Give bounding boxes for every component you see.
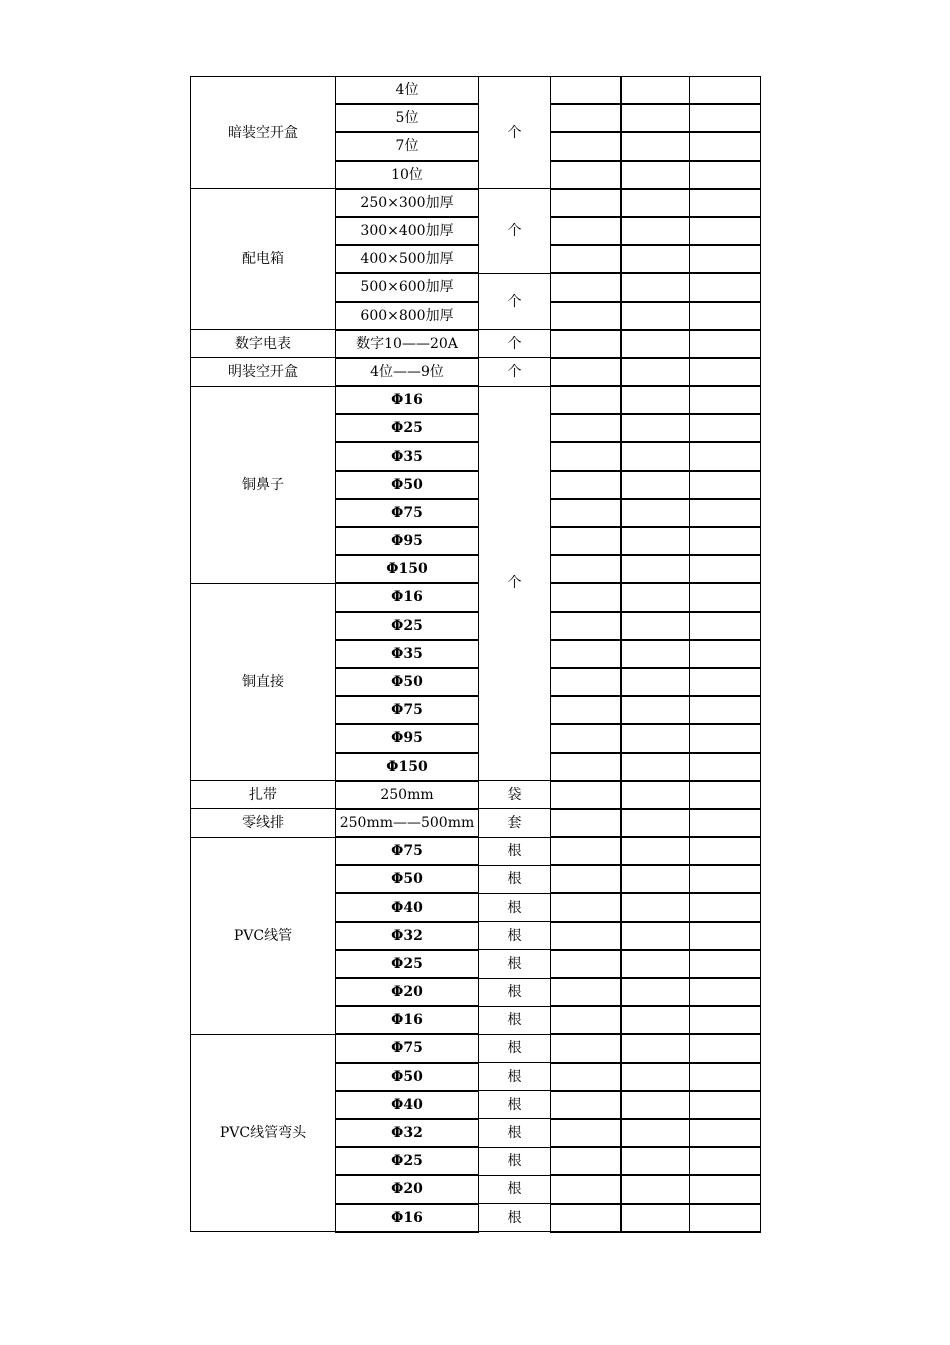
unit-cell: 根 [479, 1034, 551, 1062]
qty-cell[interactable] [551, 668, 621, 696]
qty-cell[interactable] [551, 499, 621, 527]
qty-cell[interactable] [551, 1147, 621, 1175]
amount-cell[interactable] [690, 1034, 761, 1062]
qty-cell[interactable] [551, 612, 621, 640]
amount-cell[interactable] [690, 1204, 761, 1232]
qty-cell[interactable] [551, 104, 621, 132]
price-cell[interactable] [621, 1119, 690, 1147]
table-row [191, 358, 761, 386]
amount-cell[interactable] [690, 950, 761, 978]
amount-cell[interactable] [690, 414, 761, 442]
spec-cell: Φ75 [336, 837, 479, 865]
qty-cell[interactable] [551, 1175, 621, 1203]
spec-cell: Φ25 [336, 612, 479, 640]
qty-cell[interactable] [551, 809, 621, 837]
spec-cell: 600×800加厚 [336, 302, 479, 330]
unit-cell: 根 [479, 1063, 551, 1091]
qty-cell[interactable] [551, 217, 621, 245]
qty-cell[interactable] [551, 273, 621, 301]
spec-cell: Φ150 [336, 753, 479, 781]
spec-cell: Φ16 [336, 1006, 479, 1034]
amount-cell[interactable] [690, 555, 761, 583]
spec-cell: 10位 [336, 161, 479, 189]
spec-cell: Φ40 [336, 1091, 479, 1119]
qty-cell[interactable] [551, 1091, 621, 1119]
unit-cell: 个 [479, 386, 551, 781]
spec-cell: Φ16 [336, 583, 479, 611]
spec-cell: Φ32 [336, 1119, 479, 1147]
price-cell[interactable] [621, 753, 690, 781]
amount-cell[interactable] [690, 809, 761, 837]
amount-cell[interactable] [690, 442, 761, 470]
qty-cell[interactable] [551, 1119, 621, 1147]
amount-cell[interactable] [690, 837, 761, 865]
price-cell[interactable] [621, 781, 690, 809]
price-cell[interactable] [621, 273, 690, 301]
amount-cell[interactable] [690, 1147, 761, 1175]
spec-cell: Φ20 [336, 978, 479, 1006]
spec-cell: 250mm [336, 781, 479, 809]
qty-cell[interactable] [551, 922, 621, 950]
unit-cell: 根 [479, 1147, 551, 1175]
table-row [191, 189, 761, 217]
amount-cell[interactable] [690, 1175, 761, 1203]
unit-cell: 根 [479, 893, 551, 921]
qty-cell[interactable] [551, 245, 621, 273]
item-name-cell: 配电箱 [191, 189, 336, 330]
unit-cell: 根 [479, 1091, 551, 1119]
spec-cell: Φ16 [336, 1204, 479, 1232]
spec-cell: 数字10——20A [336, 330, 479, 358]
unit-cell: 根 [479, 837, 551, 865]
amount-cell[interactable] [690, 77, 761, 105]
table-row [191, 781, 761, 809]
spec-cell: Φ35 [336, 442, 479, 470]
spec-cell: Φ95 [336, 724, 479, 752]
amount-cell[interactable] [690, 161, 761, 189]
unit-cell: 根 [479, 1204, 551, 1232]
amount-cell[interactable] [690, 583, 761, 611]
spec-cell: Φ150 [336, 555, 479, 583]
spec-cell: Φ50 [336, 1063, 479, 1091]
amount-cell[interactable] [690, 499, 761, 527]
amount-cell[interactable] [690, 668, 761, 696]
price-cell[interactable] [621, 555, 690, 583]
unit-cell: 根 [479, 950, 551, 978]
spec-cell: Φ16 [336, 386, 479, 414]
qty-cell[interactable] [551, 189, 621, 217]
qty-cell[interactable] [551, 161, 621, 189]
spec-cell: Φ32 [336, 922, 479, 950]
amount-cell[interactable] [690, 893, 761, 921]
spec-cell: Φ25 [336, 950, 479, 978]
unit-cell: 个 [479, 273, 551, 329]
spec-cell: 250mm——500mm [336, 809, 479, 837]
price-cell[interactable] [621, 978, 690, 1006]
spec-cell: Φ75 [336, 696, 479, 724]
spec-cell: Φ25 [336, 1147, 479, 1175]
price-cell[interactable] [621, 132, 690, 160]
qty-cell[interactable] [551, 865, 621, 893]
amount-cell[interactable] [690, 527, 761, 555]
price-cell[interactable] [621, 471, 690, 499]
spec-cell: Φ50 [336, 471, 479, 499]
item-name-cell: 数字电表 [191, 330, 336, 358]
qty-cell[interactable] [551, 442, 621, 470]
unit-cell: 根 [479, 922, 551, 950]
qty-cell[interactable] [551, 950, 621, 978]
price-cell[interactable] [621, 724, 690, 752]
amount-cell[interactable] [690, 302, 761, 330]
price-cell[interactable] [621, 668, 690, 696]
price-cell[interactable] [621, 330, 690, 358]
amount-cell[interactable] [690, 330, 761, 358]
spec-cell: Φ35 [336, 640, 479, 668]
amount-cell[interactable] [690, 1091, 761, 1119]
price-cell[interactable] [621, 527, 690, 555]
table-row [191, 77, 761, 105]
spec-cell: Φ40 [336, 893, 479, 921]
unit-cell: 根 [479, 978, 551, 1006]
qty-cell[interactable] [551, 471, 621, 499]
unit-cell: 个 [479, 358, 551, 386]
amount-cell[interactable] [690, 978, 761, 1006]
price-cell[interactable] [621, 442, 690, 470]
qty-cell[interactable] [551, 302, 621, 330]
spec-cell: Φ50 [336, 865, 479, 893]
qty-cell[interactable] [551, 1006, 621, 1034]
amount-cell[interactable] [690, 1006, 761, 1034]
qty-cell[interactable] [551, 696, 621, 724]
unit-cell: 个 [479, 330, 551, 358]
item-name-cell: 铜鼻子 [191, 386, 336, 583]
qty-cell[interactable] [551, 132, 621, 160]
item-name-cell: 明装空开盒 [191, 358, 336, 386]
price-cell[interactable] [621, 104, 690, 132]
spec-cell: Φ75 [336, 499, 479, 527]
item-name-cell: 扎带 [191, 781, 336, 809]
qty-cell[interactable] [551, 583, 621, 611]
qty-cell[interactable] [551, 978, 621, 1006]
price-cell[interactable] [621, 922, 690, 950]
qty-cell[interactable] [551, 386, 621, 414]
amount-cell[interactable] [690, 753, 761, 781]
price-cell[interactable] [621, 696, 690, 724]
amount-cell[interactable] [690, 471, 761, 499]
amount-cell[interactable] [690, 1119, 761, 1147]
amount-cell[interactable] [690, 132, 761, 160]
item-name-cell: PVC线管弯头 [191, 1034, 336, 1231]
spec-cell: 250×300加厚 [336, 189, 479, 217]
price-cell[interactable] [621, 893, 690, 921]
amount-cell[interactable] [690, 696, 761, 724]
qty-cell[interactable] [551, 753, 621, 781]
item-name-cell: 零线排 [191, 809, 336, 837]
unit-cell: 根 [479, 1119, 551, 1147]
amount-cell[interactable] [690, 386, 761, 414]
spec-cell: Φ50 [336, 668, 479, 696]
price-cell[interactable] [621, 302, 690, 330]
amount-cell[interactable] [690, 922, 761, 950]
qty-cell[interactable] [551, 330, 621, 358]
qty-cell[interactable] [551, 893, 621, 921]
qty-cell[interactable] [551, 1034, 621, 1062]
qty-cell[interactable] [551, 837, 621, 865]
amount-cell[interactable] [690, 273, 761, 301]
table-row [191, 837, 761, 865]
price-cell[interactable] [621, 583, 690, 611]
price-cell[interactable] [621, 950, 690, 978]
amount-cell[interactable] [690, 724, 761, 752]
spec-cell: 400×500加厚 [336, 245, 479, 273]
price-cell[interactable] [621, 245, 690, 273]
table-row [191, 809, 761, 837]
price-cell[interactable] [621, 837, 690, 865]
price-cell[interactable] [621, 189, 690, 217]
qty-cell[interactable] [551, 724, 621, 752]
price-cell[interactable] [621, 809, 690, 837]
spec-cell: 4位 [336, 77, 479, 105]
amount-cell[interactable] [690, 358, 761, 386]
amount-cell[interactable] [690, 865, 761, 893]
amount-cell[interactable] [690, 640, 761, 668]
amount-cell[interactable] [690, 104, 761, 132]
amount-cell[interactable] [690, 189, 761, 217]
price-cell[interactable] [621, 612, 690, 640]
material-price-table [190, 76, 761, 1233]
price-cell[interactable] [621, 1204, 690, 1232]
table-body [191, 77, 761, 1232]
price-cell[interactable] [621, 640, 690, 668]
qty-cell[interactable] [551, 77, 621, 105]
qty-cell[interactable] [551, 1204, 621, 1232]
amount-cell[interactable] [690, 781, 761, 809]
unit-cell: 套 [479, 809, 551, 837]
spec-cell: 500×600加厚 [336, 273, 479, 301]
unit-cell: 根 [479, 1175, 551, 1203]
table-row [191, 386, 761, 414]
price-cell[interactable] [621, 77, 690, 105]
price-cell[interactable] [621, 1034, 690, 1062]
qty-cell[interactable] [551, 358, 621, 386]
price-cell[interactable] [621, 1147, 690, 1175]
price-cell[interactable] [621, 1091, 690, 1119]
qty-cell[interactable] [551, 555, 621, 583]
spec-cell: Φ25 [336, 414, 479, 442]
spec-cell: Φ75 [336, 1034, 479, 1062]
price-cell[interactable] [621, 414, 690, 442]
price-cell[interactable] [621, 499, 690, 527]
unit-cell: 根 [479, 865, 551, 893]
spec-cell: 4位——9位 [336, 358, 479, 386]
qty-cell[interactable] [551, 527, 621, 555]
price-cell[interactable] [621, 1175, 690, 1203]
qty-cell[interactable] [551, 1063, 621, 1091]
table-row [191, 330, 761, 358]
price-cell[interactable] [621, 217, 690, 245]
unit-cell: 根 [479, 1006, 551, 1034]
unit-cell: 个 [479, 189, 551, 274]
amount-cell[interactable] [690, 1063, 761, 1091]
amount-cell[interactable] [690, 612, 761, 640]
item-name-cell: 暗装空开盒 [191, 77, 336, 189]
table-row [191, 583, 761, 611]
qty-cell[interactable] [551, 781, 621, 809]
spec-cell: 7位 [336, 132, 479, 160]
price-cell[interactable] [621, 1063, 690, 1091]
price-cell[interactable] [621, 865, 690, 893]
item-name-cell: PVC线管 [191, 837, 336, 1034]
item-name-cell: 铜直接 [191, 583, 336, 780]
price-cell[interactable] [621, 1006, 690, 1034]
spec-cell: 300×400加厚 [336, 217, 479, 245]
price-cell[interactable] [621, 358, 690, 386]
spec-cell: Φ95 [336, 527, 479, 555]
unit-cell: 个 [479, 77, 551, 189]
qty-cell[interactable] [551, 414, 621, 442]
unit-cell: 袋 [479, 781, 551, 809]
amount-cell[interactable] [690, 245, 761, 273]
table-row [191, 1034, 761, 1062]
price-cell[interactable] [621, 161, 690, 189]
amount-cell[interactable] [690, 217, 761, 245]
spec-cell: Φ20 [336, 1175, 479, 1203]
price-cell[interactable] [621, 386, 690, 414]
qty-cell[interactable] [551, 640, 621, 668]
spec-cell: 5位 [336, 104, 479, 132]
